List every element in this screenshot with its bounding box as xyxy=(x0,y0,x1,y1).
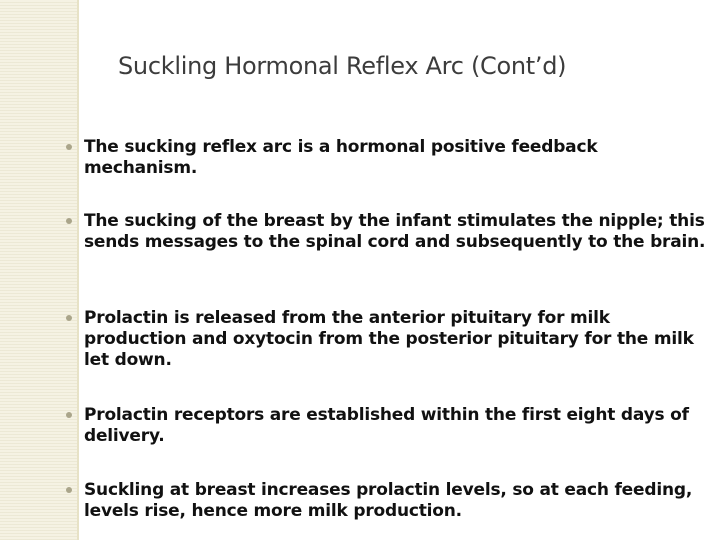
bullet-text: The sucking of the breast by the infant stimulates the nipple; this sends messages to the spinal cord and subsequently to the brain. xyxy=(84,211,706,252)
bullet-dot-icon xyxy=(66,487,72,493)
slide-title: Suckling Hormonal Reflex Arc (Cont’d) xyxy=(118,52,567,80)
bullet-text: Suckling at breast increases prolactin levels, so at each feeding, levels rise, hence more milk production. xyxy=(84,480,693,521)
bullet-dot-icon xyxy=(66,218,72,224)
bullet-dot-icon xyxy=(66,315,72,321)
bullet-dot-icon xyxy=(66,412,72,418)
bullet-dot-icon xyxy=(66,144,72,150)
side-strip-edge xyxy=(77,0,79,540)
bullet-text: Prolactin is released from the anterior pituitary for milk production and oxytocin from the posterior pituitary for the milk let down. xyxy=(84,308,694,370)
bullet-text: The sucking reflex arc is a hormonal positive feedback mechanism. xyxy=(84,137,598,178)
decorative-side-strip xyxy=(0,0,77,540)
bullet-text: Prolactin receptors are established within the first eight days of delivery. xyxy=(84,405,689,446)
